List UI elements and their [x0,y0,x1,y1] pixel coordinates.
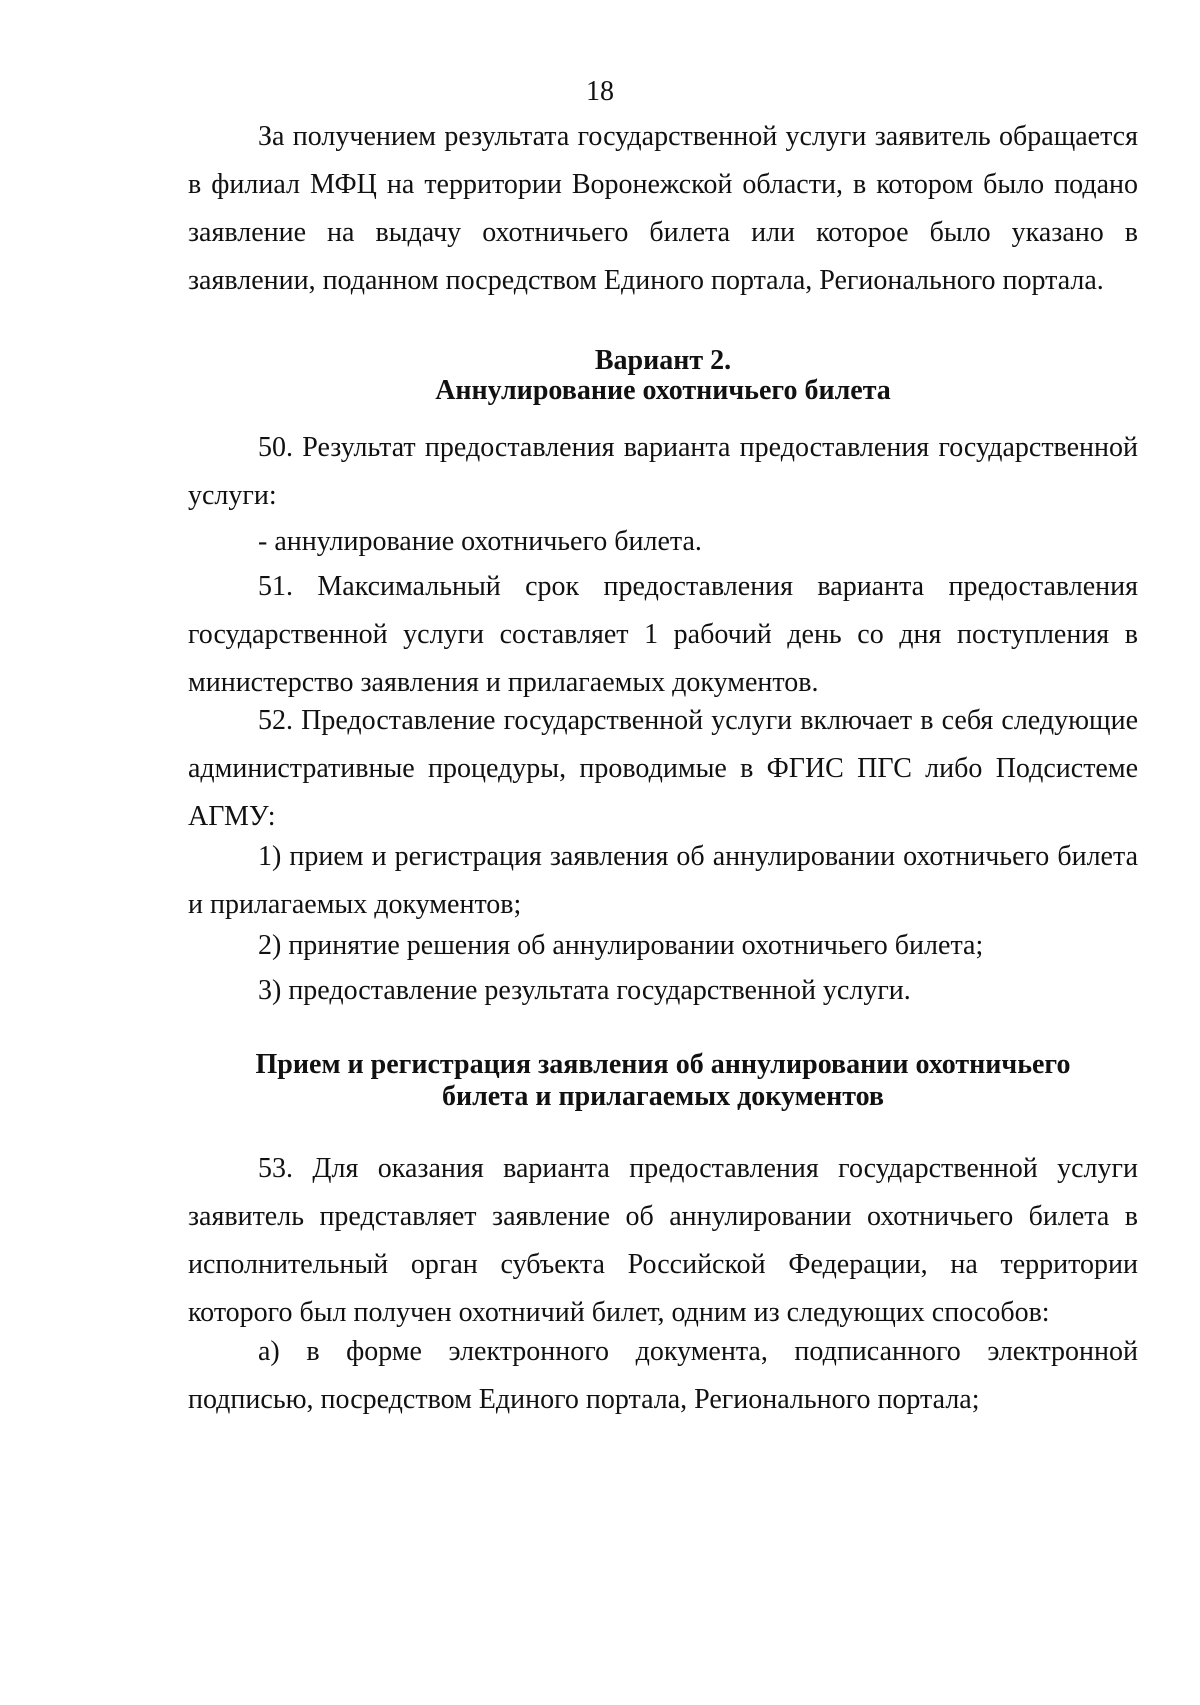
paragraph-50: 50. Результат предоставления варианта предоставления государственной услуги: [188,432,1138,511]
procedure-item-3: 3) предоставление результата государственной услуги. [258,975,911,1006]
procedure-item-1: 1) прием и регистрация заявления об аннулировании охотничьего билета и прилагаемых документов; [188,841,1138,920]
variant-heading-number: Вариант 2. [594,345,732,376]
section-heading-line2: билета и прилагаемых документов [441,1081,885,1112]
page-number: 18 [586,76,614,107]
paragraph-53: 53. Для оказания варианта предоставления государственной услуги заявитель представляет заявление об аннулировании охотничьего билета в исполнительный орган субъекта Российской Федерации, на территории которого был получен охотничий билет, одним из следующих способов: [188,1153,1138,1328]
paragraph-result-pickup: За получением результата государственной услуги заявитель обращается в филиал МФЦ на территории Воронежской области, в котором было подано заявление на выдачу охотничьего билета или которое было указано в заявлении, поданном посредством Единого портала, Регионального портала. [188,121,1138,296]
paragraph-50-item: - аннулирование охотничьего билета. [258,526,702,557]
paragraph-52: 52. Предоставление государственной услуги включает в себя следующие административные процедуры, проводимые в ФГИС ПГС либо Подсистеме АГМУ: [188,705,1138,832]
procedure-item-2: 2) принятие решения об аннулировании охотничьего билета; [258,930,984,961]
variant-heading-title: Аннулирование охотничьего билета [435,375,891,406]
section-heading-line1: Прием и регистрация заявления об аннулировании охотничьего [255,1049,1071,1080]
paragraph-51: 51. Максимальный срок предоставления варианта предоставления государственной услуги составляет 1 рабочий день со дня поступления в министерство заявления и прилагаемых документов. [188,571,1138,698]
method-item-a: а) в форме электронного документа, подписанного электронной подписью, посредством Единого портала, Регионального портала; [188,1336,1138,1415]
